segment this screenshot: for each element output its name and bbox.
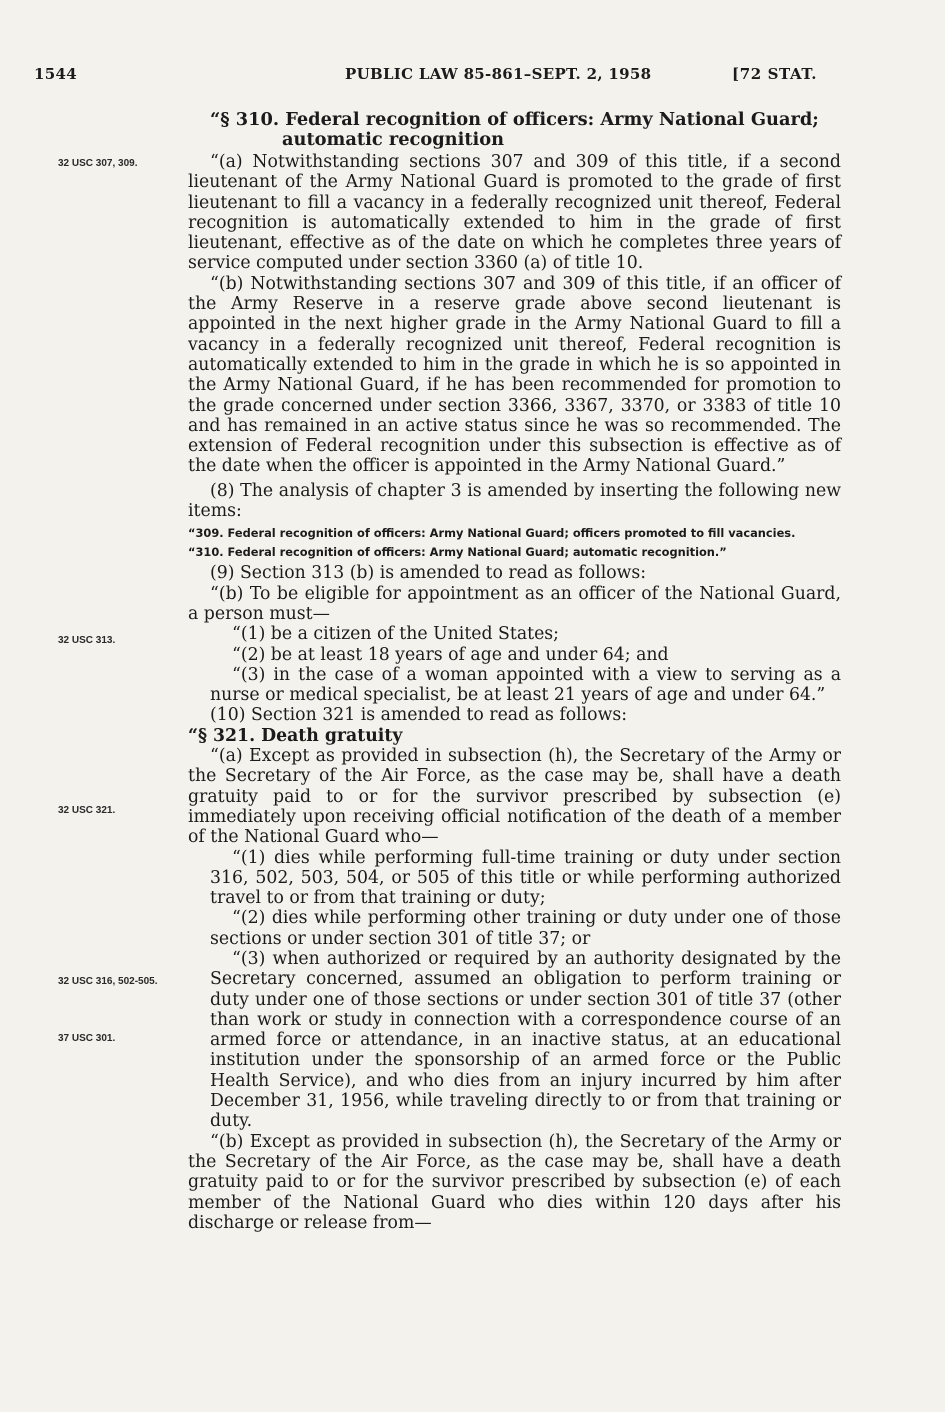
paragraph-10: (10) Section 321 is amended to read as follows: (210, 705, 628, 726)
margin-note-313: 32 USC 313. (58, 635, 116, 646)
paragraph-310b: “(b) Notwithstanding sections 307 and 309 of this title, if an officer of the Army Reserve in a reserve grade above second lieutenant is appointed in the next higher grade in the Army National Guard to fill a vacancy in a federally recognized unit thereof, Federal recognition is automatically extended to him in the grade in which he is so appointed in the Army National Guard, if he has been recommended for promotion to the grade concerned under section 3366, 3367, 3370, or 3383 of title 10 and has remained in an active status since he was so recommended. The extension of Federal recognition under this subsection is effective as of the date when the officer is appointed in the Army National Guard.” (188, 273, 841, 477)
paragraph-321b: “(b) Except as provided in subsection (h), the Secretary of the Army or the Secretary of the Air Force, as the case may be, shall have a death gratuity paid to or for the survivor prescribed by subsection (e) of each member of the National Guard who dies within 120 days after his discharge or release from— (188, 1131, 841, 1233)
margin-note-307-309: 32 USC 307, 309. (58, 158, 138, 169)
document-body (188, 110, 841, 1233)
clause-321a-1: “(1) dies while performing full-time training or duty under section 316, 502, 503, 504, or 505 of this title or while performing authorized travel to or from that training or duty; (210, 847, 841, 909)
clause-321a-3: “(3) when authorized or required by an authority designated by the Secretary concerned, assumed an obligation to perform training or duty under one of those sections or under section 301 of title 37 (other than work or study in connection with a correspondence course of an armed force or attendance, in an inactive status, at an educational institution under the sponsorship of an armed force or the Public Health Service), and who dies from an injury incurred by him after December 31, 1956, while traveling directly to or from that training or duty. (210, 948, 841, 1132)
analysis-item-310: “310. Federal recognition of officers: Army National Guard; automatic recognition.” (188, 545, 727, 560)
paragraph-310a: “(a) Notwithstanding sections 307 and 309 of this title, if a second lieutenant of the Army National Guard is promoted to the grade of first lieutenant to fill a vacancy in a federally recognized unit thereof, Federal recognition is automatically extended to him in the grade of first lieutenant, effective as of the date on which he completes three years of service computed under section 3360 (a) of title 10. (188, 152, 841, 274)
paragraph-8: (8) The analysis of chapter 3 is amended by inserting the following new items: (188, 480, 841, 522)
paragraph-321a: “(a) Except as provided in subsection (h), the Secretary of the Army or the Secretary of the Air Force, as the case may be, shall have a death gratuity paid to or for the survivor prescribed by subsection (e) immediately upon receiving official notification of the death of a member of the National Guard who— (188, 746, 841, 848)
paragraph-313b: “(b) To be eligible for appointment as an officer of the National Guard, a person must— (188, 583, 841, 624)
clause-313b-3: “(3) in the case of a woman appointed with a view to serving as a nurse or medical specialist, be at least 21 years of age and under 64.” (210, 664, 841, 706)
clause-313b-2: “(2) be at least 18 years of age and under 64; and (232, 644, 669, 665)
margin-note-321: 32 USC 321. (58, 805, 116, 816)
analysis-item-309: “309. Federal recognition of officers: Army National Guard; officers promoted to fill vacancies. (188, 526, 796, 541)
running-head-title: PUBLIC LAW 85-861–SEPT. 2, 1958 (345, 65, 652, 83)
statute-volume: [72 STAT. (732, 65, 818, 83)
paragraph-9: (9) Section 313 (b) is amended to read as follows: (210, 563, 647, 584)
page-number: 1544 (34, 65, 77, 83)
margin-note-316-505: 32 USC 316, 502-505. (58, 976, 158, 987)
margin-note-title-37: 37 USC 301. (58, 1033, 116, 1044)
section-321-heading: “§ 321. Death gratuity (188, 725, 403, 746)
section-310-heading: “§ 310. Federal recognition of officers: Army National Guard; automatic recognition (210, 109, 819, 150)
clause-313b-1: “(1) be a citizen of the United States; (232, 624, 560, 645)
clause-321a-2: “(2) dies while performing other training or duty under one of those sections or under section 301 of title 37; or (210, 908, 841, 949)
